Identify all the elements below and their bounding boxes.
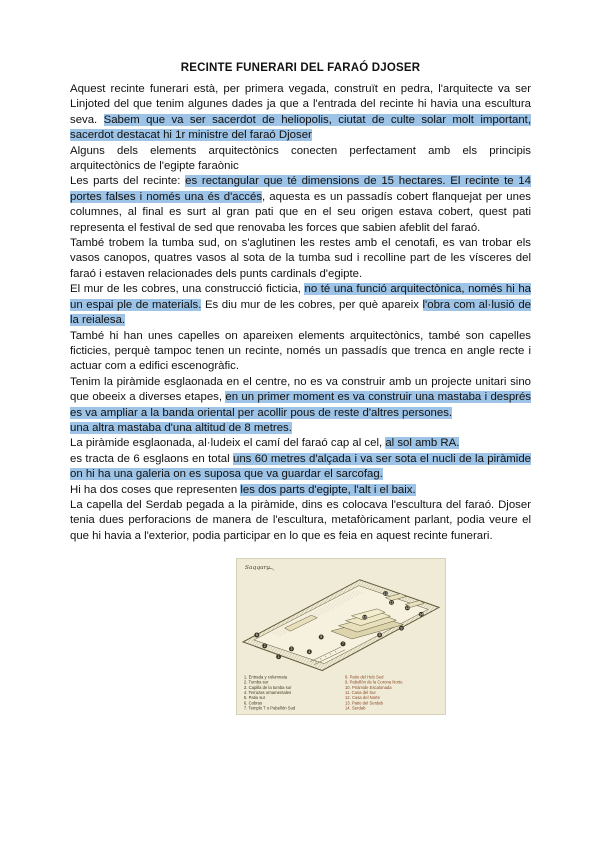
legend-item: 1. Entrada y columnata [243,674,288,680]
legend-item: 2. Tumba sur [243,679,269,685]
plan-marker [389,600,394,605]
paragraph [70,375,531,421]
svg-text:7: 7 [342,642,344,647]
plan-marker [399,626,404,631]
svg-text:8: 8 [378,633,381,638]
svg-text:14: 14 [419,612,424,617]
legend-item: 6. Cobras [243,700,263,706]
svg-text:5: 5 [320,635,323,640]
legend-item: 13. Patio del Serdab [344,700,383,706]
svg-text:3: 3 [290,647,293,652]
text-segment: El mur de les cobres, una construcció ficticia, [70,283,305,296]
plan-marker [362,615,367,620]
text-segment: Es diu mur de les cobres, per què apareix [201,298,423,311]
legend-item: 12. Casa del Norte [344,695,380,701]
legend-item: 8. Patio del Heb Sed [344,674,384,680]
legend-item: 9. Pabellón de la Corona Norte [344,679,403,685]
legend-item: 5. Patio sur [243,695,266,701]
highlighted-text: no té una funció arquitectònica, només hi ha un espai ple de materials. [70,283,531,311]
paragraph [70,174,531,236]
text-segment: es tracta de 6 esglaons en total [70,452,234,465]
paragraph [70,82,531,144]
text-segment: La piràmide esglaonada, al·ludeix el camí del faraó cap al cel, [70,437,386,450]
svg-text:2: 2 [263,644,266,649]
plan-marker [307,650,312,655]
paragraph [70,436,531,451]
plan-marker [262,644,267,649]
highlighted-text: Sabem que va ser sacerdot de heliopolis, ciutat de culte solar molt important, sacerdot destacat hi 1r ministre del faraó Djoser [70,113,531,142]
plan-marker [254,633,259,638]
legend-item: 11. Casa del Sur [344,690,376,696]
text-segment: Hi ha dos coses que representen [70,483,241,496]
highlighted-text: es rectangular que té dimensions de 15 hectares. El recinte te 14 portes falses i només una és d'accés [70,175,531,203]
site-plan-image [237,559,445,714]
svg-text:10: 10 [362,615,367,620]
svg-text:6: 6 [255,633,258,638]
plan-marker [383,591,388,596]
highlighted-text: al sol amb RA. [385,437,460,450]
svg-text:11: 11 [389,600,394,605]
svg-text:12: 12 [405,606,410,611]
djoser-plan-figure [236,558,446,715]
paragraph [70,282,531,328]
plan-marker [276,654,281,659]
paragraph [70,421,531,436]
text-segment: La capella del Serdab pegada a la piràmide, dins es colocava l'escultura del faraó. Djoser tenia dues perforacions de manera de l'escultura, metafòricament parlant, podia veure el que hi havia a l'exterior, podia participar en lo que es feia en aquest recinte funerari. [70,498,531,542]
paragraph [70,329,531,375]
legend-item: 4. Terrazas ornamentales [243,690,292,696]
plan-marker [341,642,346,647]
highlighted-text: l'obra com al·lusió de la reialesa. [70,298,531,327]
text-segment: , aquesta es un passadís cobert flanquejat per unes columnes, al final es surt al gran pati que en el seu origen estava cobert, quest pati representa el festival de sed que renovaba les forces que sabien afeblit del faraó. [70,190,531,234]
paragraph [70,483,531,498]
highlighted-text: en un primer moment es va construir una mastaba i després es va ampliar a la banda oriental per acollir pous de reste d'altres persones. [70,391,531,419]
plan-marker [377,633,382,638]
legend-item: 3. Capilla de la tumba sur [243,685,292,691]
highlighted-text: les dos parts d'egipte, l'alt i el baix. [240,483,416,496]
plan-marker [405,606,410,611]
plan-marker [419,612,424,617]
svg-text:9: 9 [400,626,403,631]
text-segment: També hi han unes capelles on apareixen elements arquitectònics, també son capelles ficticies, perquè tampoc tenen un recinte, només un passadís que trenca en angle recte i actuar com a edifici escenogràfic. [70,329,531,373]
highlighted-text: uns 60 metres d'alçada i va ser sota el nucli de la piràmide on hi ha una galeria on es suposa que va guardar el sarcofag. [70,452,531,481]
plan-marker [319,635,324,640]
svg-text:4: 4 [308,650,311,655]
document-title: RECINTE FUNERARI DEL FARAÓ DJOSER [180,62,421,74]
text-segment: Les parts del recinte: [70,175,186,188]
text-segment: Tenim la piràmide esglaonada en el centre, no es va construir amb un projecte unitari sino que obeeix a diverses etapes, [70,375,531,404]
figure-caption: Saqqara [244,564,271,572]
svg-text:13: 13 [383,591,388,596]
text-segment: Aquest recinte funerari està, per primera vegada, construït en pedra, l'arquitecte va ser Linjoted del que tenim algunes dades ja que a l'entrada del recinte hi havia una escultura seva. [70,83,531,126]
paragraph [70,498,531,544]
legend-item: 10. Pirámide Escalonada [344,685,392,691]
legend-item: 14. Serdab [344,705,366,711]
highlighted-text: una altra mastaba d'una altitud de 8 metres. [70,421,292,434]
paragraph [70,144,531,175]
svg-text:1: 1 [277,655,280,660]
plan-marker [289,647,294,652]
paragraph [70,452,531,483]
text-segment: Alguns dels elements arquitectònics conecten perfectament amb els principis arquitectònics de l'egipte faraònic [70,144,531,173]
paragraph [70,236,531,282]
text-segment: També trobem la tumba sud, on s'aglutinen les restes amb el cenotafi, es van trobar els vasos canopos, quatres vasos al sota de la tumba sud i recolline part de les vísceres del faraó i estaven relacionades dels punts cardinals d'egipte. [70,237,531,280]
legend-item: 7. Templo T o Pabellón Sud [243,705,296,711]
